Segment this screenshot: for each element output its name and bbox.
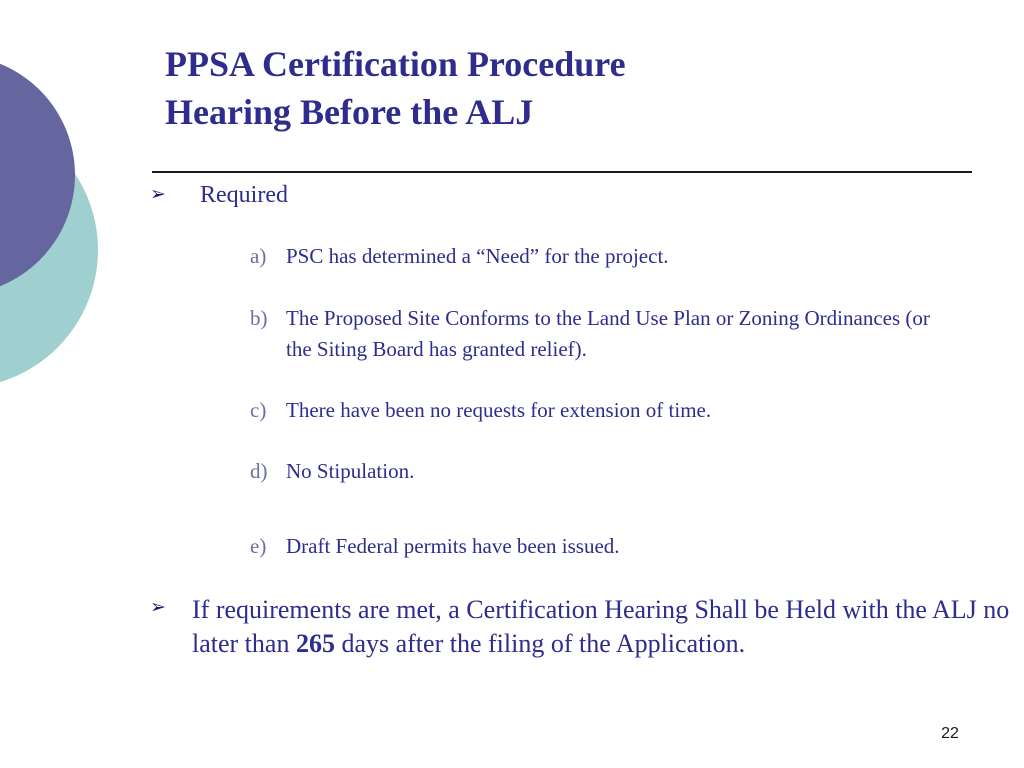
page-number: 22 <box>941 725 959 742</box>
list-marker: a) <box>250 244 267 268</box>
bullet-hearing-requirement <box>192 593 1012 661</box>
slide-title <box>165 40 985 136</box>
bullet-required: Required <box>200 182 288 208</box>
list-item-text: No Stipulation. <box>286 459 415 483</box>
list-marker: b) <box>250 306 268 330</box>
list-item-text: The Proposed Site Conforms to the Land Use Plan or Zoning Ordinances (or the Siting Board has granted relief). <box>286 306 930 361</box>
list-item-text: There have been no requests for extension of time. <box>286 398 712 422</box>
list-marker: c) <box>250 398 267 422</box>
title-line-1: PPSA Certification Procedure <box>165 44 626 84</box>
title-divider <box>152 171 972 173</box>
list-item <box>250 531 930 562</box>
arrow-bullet-icon: ➢ <box>150 183 166 205</box>
list-marker: e) <box>250 534 267 558</box>
list-item <box>250 395 930 426</box>
title-line-2: Hearing Before the ALJ <box>165 92 534 132</box>
list-item <box>250 456 930 487</box>
arrow-bullet-icon: ➢ <box>150 596 166 618</box>
bullet-text-start: If requirements are met, a Certification Hearing Shall be Held with the ALJ no later than <box>192 595 1010 658</box>
decorative-circles <box>0 0 110 420</box>
bullet-text-end: days after the filing of the Application. <box>334 629 746 658</box>
list-item-text: PSC has determined a “Need” for the project. <box>286 244 669 268</box>
days-emphasis: 265 <box>295 629 335 658</box>
list-item-text: Draft Federal permits have been issued. <box>286 534 620 558</box>
list-item <box>250 241 930 272</box>
list-marker: d) <box>250 459 268 483</box>
list-item <box>250 303 930 365</box>
